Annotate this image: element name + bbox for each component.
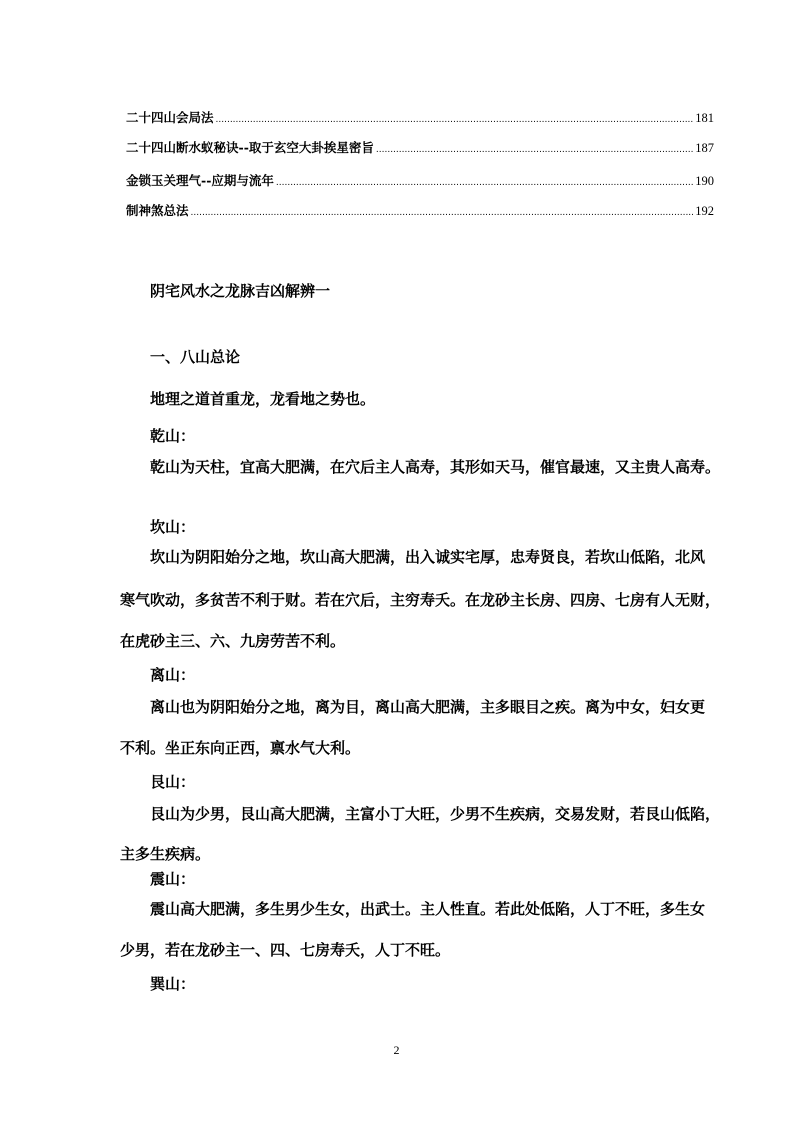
li-paragraph-line: 不利。坐正东向正西，禀水气大利。 [120,739,361,757]
section-title: 一、八山总论 [150,348,241,366]
toc-page-number: 187 [695,141,714,155]
toc-entry[interactable] [126,201,714,219]
gen-paragraph-line: 主多生疾病。 [120,845,211,863]
qian-paragraph: 乾山为天柱，宜高大肥满，在穴后主人高寿，其形如天马，催官最速，又主贵人高寿。 [150,458,721,476]
toc-leader-dots [216,115,694,125]
gen-paragraph-line: 艮山为少男，艮山高大肥满，主富小丁大旺，少男不生疾病，交易发财，若艮山低陷， [150,805,721,823]
li-label: 离山： [150,666,196,684]
intro-paragraph: 地理之道首重龙，龙看地之势也。 [150,390,376,408]
zhen-paragraph-line: 少男，若在龙砂主一、四、七房寿夭，人丁不旺。 [120,941,451,959]
toc-title: 金锁玉关理气--应期与流年 [126,173,274,188]
kan-label: 坎山： [150,518,196,536]
toc-title: 制神煞总法 [126,203,189,218]
toc-page-number: 181 [695,111,714,125]
kan-paragraph-line: 在虎砂主三、六、九房劳苦不利。 [120,632,346,650]
toc-entry[interactable] [126,138,714,156]
toc-leader-dots [191,208,694,218]
toc-entry[interactable] [126,171,714,189]
toc-leader-dots [376,145,693,155]
toc-leader-dots [276,178,693,188]
zhen-paragraph-line: 震山高大肥满，多生男少生女，出武士。主人性直。若此处低陷，人丁不旺，多生女 [150,900,706,918]
page-number: 2 [393,1043,400,1057]
zhen-label: 震山： [150,870,196,888]
toc-entry[interactable] [126,108,714,126]
li-paragraph-line: 离山也为阴阳始分之地，离为目，离山高大肥满，主多眼目之疾。离为中女，妇女更 [150,698,706,716]
kan-paragraph-line: 坎山为阴阳始分之地，坎山高大肥满，出入诚实宅厚，忠寿贤良，若坎山低陷，北风 [150,548,706,566]
toc-title: 二十四山断水蚁秘诀--取于玄空大卦挨星密旨 [126,140,374,155]
toc-page-number: 190 [695,174,714,188]
xun-label: 巽山： [150,975,196,993]
qian-label: 乾山： [150,427,196,445]
toc-page-number: 192 [695,204,714,218]
chapter-title: 阴宅风水之龙脉吉凶解辨一 [150,282,331,300]
gen-label: 艮山： [150,773,196,791]
kan-paragraph-line: 寒气吹动，多贫苦不利于财。若在穴后，主穷寿夭。在龙砂主长房、四房、七房有人无财， [120,591,721,609]
toc-title: 二十四山会局法 [126,110,214,125]
